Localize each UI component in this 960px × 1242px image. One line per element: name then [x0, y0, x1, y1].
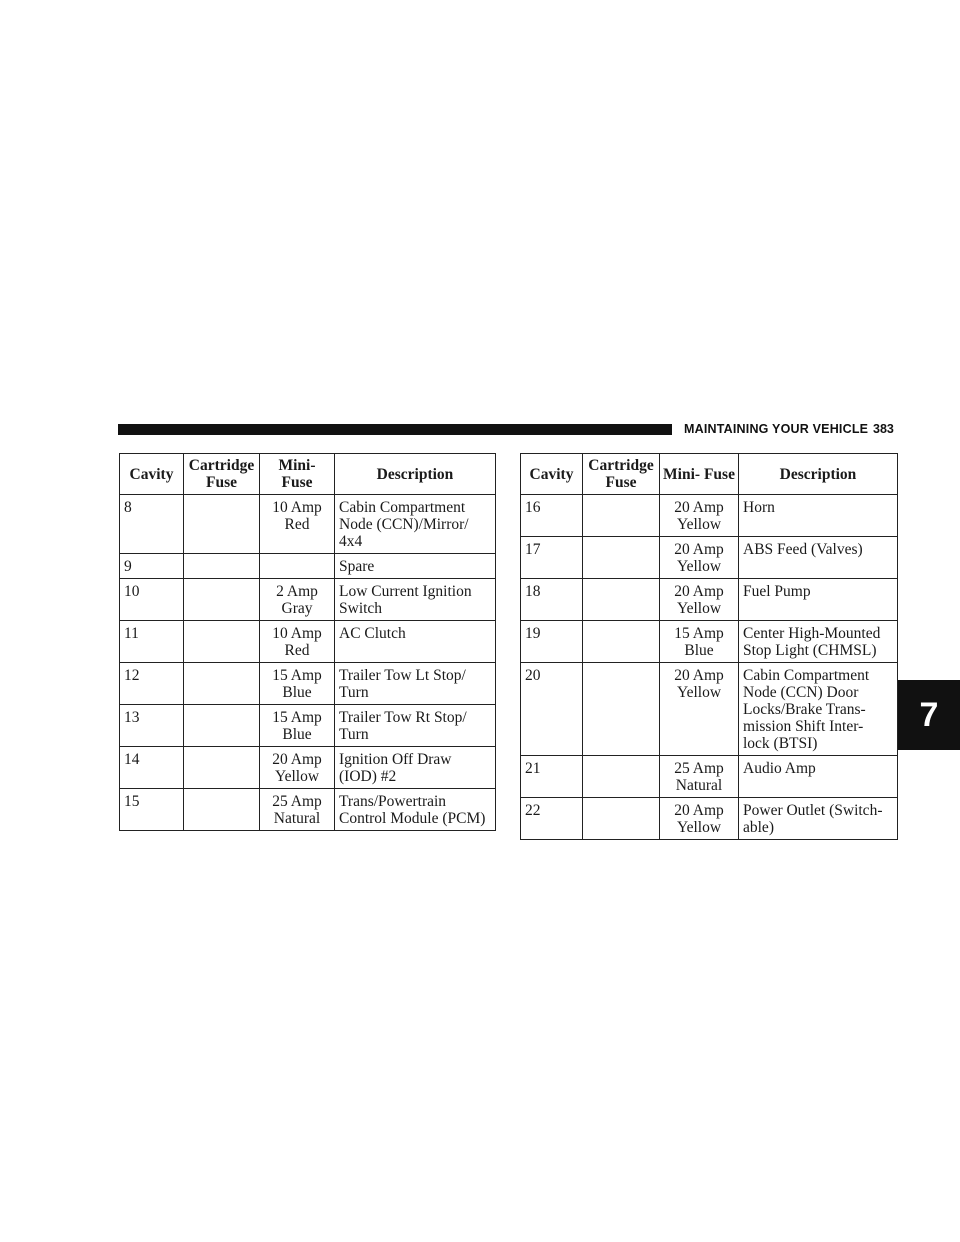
- mini-fuse-color: Yellow: [676, 684, 722, 701]
- chapter-tab: 7: [898, 680, 960, 750]
- description-cell: Horn: [739, 495, 898, 537]
- cavity-cell: 13: [120, 705, 184, 747]
- mini-fuse-color: Yellow: [676, 558, 722, 575]
- table-row: [120, 554, 496, 579]
- mini-fuse-cell: [660, 798, 739, 840]
- description-cell: Spare: [335, 554, 496, 579]
- column-header-description: Description: [335, 454, 496, 495]
- cavity-cell: 21: [521, 756, 583, 798]
- table-header-row: [120, 454, 496, 495]
- mini-fuse-color: Red: [284, 516, 310, 533]
- table-row: [120, 621, 496, 663]
- mini-fuse-color: Blue: [282, 726, 312, 743]
- column-header-description: Description: [739, 454, 898, 495]
- cavity-cell: 8: [120, 495, 184, 554]
- table-row: [120, 495, 496, 554]
- cavity-cell: 20: [521, 663, 583, 756]
- mini-fuse-cell: [660, 756, 739, 798]
- mini-fuse-cell: [260, 554, 335, 579]
- column-header-cartridge-fuse: Cartridge Fuse: [583, 454, 660, 495]
- cartridge-fuse-cell: [184, 663, 260, 705]
- cavity-cell: 16: [521, 495, 583, 537]
- mini-fuse-amperage: 15 Amp: [272, 667, 322, 684]
- mini-fuse-amperage: 25 Amp: [674, 760, 724, 777]
- cartridge-fuse-cell: [583, 579, 660, 621]
- section-title: MAINTAINING YOUR VEHICLE: [684, 422, 869, 436]
- table-row: [521, 621, 898, 663]
- column-header-mini-fuse: Mini- Fuse: [260, 454, 335, 495]
- cavity-cell: 17: [521, 537, 583, 579]
- mini-fuse-color: Red: [284, 642, 310, 659]
- mini-fuse-amperage: 20 Amp: [674, 667, 724, 684]
- cartridge-fuse-cell: [583, 756, 660, 798]
- cavity-cell: 15: [120, 789, 184, 831]
- cartridge-fuse-cell: [583, 798, 660, 840]
- mini-fuse-color: Natural: [675, 777, 723, 794]
- mini-fuse-amperage: 20 Amp: [674, 583, 724, 600]
- mini-fuse-cell: [260, 495, 335, 554]
- description-cell: Trailer Tow Lt Stop/ Turn: [335, 663, 496, 705]
- header-rule: [118, 424, 672, 435]
- mini-fuse-cell: [260, 621, 335, 663]
- cartridge-fuse-cell: [184, 789, 260, 831]
- mini-fuse-amperage: 20 Amp: [674, 802, 724, 819]
- mini-fuse-amperage: 10 Amp: [272, 499, 322, 516]
- fuse-table-right-body: [521, 495, 898, 840]
- description-cell: Fuel Pump: [739, 579, 898, 621]
- cartridge-fuse-cell: [583, 621, 660, 663]
- cavity-cell: 19: [521, 621, 583, 663]
- cavity-cell: 14: [120, 747, 184, 789]
- cartridge-fuse-cell: [184, 705, 260, 747]
- mini-fuse-color: Yellow: [274, 768, 320, 785]
- description-cell: ABS Feed (Valves): [739, 537, 898, 579]
- mini-fuse-color: Gray: [281, 600, 313, 617]
- description-cell: Center High-Mounted Stop Light (CHMSL): [739, 621, 898, 663]
- table-row: [120, 579, 496, 621]
- description-cell: Trans/Powertrain Control Module (PCM): [335, 789, 496, 831]
- description-cell: Cabin Compartment Node (CCN) Door Locks/Brake Trans- mission Shift Inter- lock (BTSI): [739, 663, 898, 756]
- fuse-table-right: [520, 453, 898, 840]
- description-cell: AC Clutch: [335, 621, 496, 663]
- mini-fuse-cell: [260, 747, 335, 789]
- table-row: [521, 579, 898, 621]
- mini-fuse-amperage: 25 Amp: [272, 793, 322, 810]
- table-row: [521, 495, 898, 537]
- mini-fuse-color: Natural: [273, 810, 321, 827]
- table-row: [521, 756, 898, 798]
- mini-fuse-cell: [260, 705, 335, 747]
- cartridge-fuse-cell: [184, 747, 260, 789]
- mini-fuse-cell: [260, 579, 335, 621]
- mini-fuse-cell: [660, 663, 739, 756]
- description-cell: Power Outlet (Switch- able): [739, 798, 898, 840]
- table-row: [120, 705, 496, 747]
- cartridge-fuse-cell: [184, 554, 260, 579]
- mini-fuse-amperage: 15 Amp: [272, 709, 322, 726]
- mini-fuse-cell: [660, 495, 739, 537]
- mini-fuse-color: Yellow: [676, 819, 722, 836]
- mini-fuse-amperage: 15 Amp: [674, 625, 724, 642]
- mini-fuse-color: Blue: [282, 684, 312, 701]
- table-row: [521, 798, 898, 840]
- description-cell: Low Current Ignition Switch: [335, 579, 496, 621]
- table-row: [521, 537, 898, 579]
- cavity-cell: 22: [521, 798, 583, 840]
- mini-fuse-color: Yellow: [676, 516, 722, 533]
- table-row: [120, 663, 496, 705]
- page-number: 383: [873, 422, 894, 436]
- mini-fuse-amperage: 20 Amp: [272, 751, 322, 768]
- table-row: [120, 789, 496, 831]
- description-cell: Ignition Off Draw (IOD) #2: [335, 747, 496, 789]
- table-header-row: [521, 454, 898, 495]
- cavity-cell: 10: [120, 579, 184, 621]
- mini-fuse-color: Blue: [684, 642, 714, 659]
- table-row: [120, 747, 496, 789]
- cartridge-fuse-cell: [184, 579, 260, 621]
- description-cell: Trailer Tow Rt Stop/ Turn: [335, 705, 496, 747]
- mini-fuse-amperage: 20 Amp: [674, 499, 724, 516]
- column-header-cartridge-fuse: Cartridge Fuse: [184, 454, 260, 495]
- cartridge-fuse-cell: [184, 621, 260, 663]
- mini-fuse-color: Yellow: [676, 600, 722, 617]
- column-header-mini-fuse: Mini- Fuse: [660, 454, 739, 495]
- mini-fuse-cell: [660, 579, 739, 621]
- table-row: [521, 663, 898, 756]
- description-cell: Audio Amp: [739, 756, 898, 798]
- mini-fuse-cell: [260, 789, 335, 831]
- cartridge-fuse-cell: [583, 537, 660, 579]
- column-header-cavity: Cavity: [521, 454, 583, 495]
- cartridge-fuse-cell: [184, 495, 260, 554]
- cavity-cell: 18: [521, 579, 583, 621]
- cavity-cell: 12: [120, 663, 184, 705]
- cartridge-fuse-cell: [583, 663, 660, 756]
- column-header-cavity: Cavity: [120, 454, 184, 495]
- mini-fuse-amperage: 20 Amp: [674, 541, 724, 558]
- mini-fuse-amperage: 2 Amp: [276, 583, 318, 600]
- cartridge-fuse-cell: [583, 495, 660, 537]
- description-cell: Cabin Compartment Node (CCN)/Mirror/ 4x4: [335, 495, 496, 554]
- mini-fuse-cell: [660, 621, 739, 663]
- mini-fuse-amperage: 10 Amp: [272, 625, 322, 642]
- mini-fuse-cell: [660, 537, 739, 579]
- mini-fuse-cell: [260, 663, 335, 705]
- cavity-cell: 9: [120, 554, 184, 579]
- fuse-table-left: [119, 453, 496, 831]
- fuse-table-left-body: [120, 495, 496, 831]
- cavity-cell: 11: [120, 621, 184, 663]
